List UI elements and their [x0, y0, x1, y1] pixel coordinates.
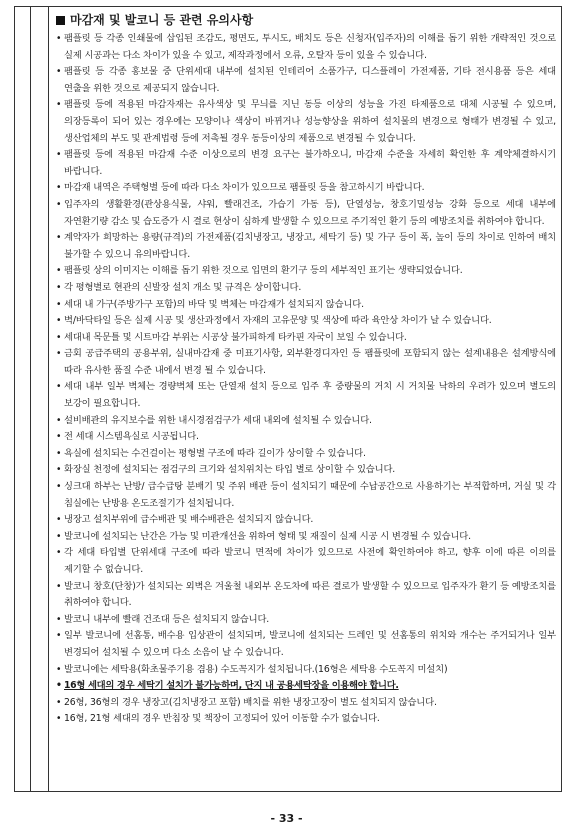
list-item [56, 346, 556, 379]
list-item-text: 세대내 목문틀 및 시트마감 부위는 시공상 불가피하게 타카핀 자국이 보일 수 있습니다. [64, 331, 407, 343]
bullet-icon: • [56, 680, 62, 692]
bullet-icon: • [56, 298, 62, 310]
list-item-text: 입주자의 생활환경(관상용식물, 샤워, 빨래건조, 가습기 가동 등), 단열성능, 창호기밀성능 강화 등으로 세대 내부에 자연환기량 감소 및 습도증가 시 결로 현상이 심하게 발생할 수 있으므로 주기적인 환기 등의 예방조치를 취하여야 합니다. [64, 198, 556, 227]
page-number: - 33 - [270, 812, 303, 825]
list-item-text: 계약자가 희망하는 용량(규격)의 가전제품(김치냉장고, 냉장고, 세탁기 등) 및 가구 등이 폭, 높이 등의 차이로 인하여 배치 불가할 수 있으니 유의바랍니다. [64, 232, 556, 260]
list-item-text: 팸플릿 등 각종 인쇄물에 삽입된 조감도, 평면도, 투시도, 배치도 등은 신청자(입주자)의 이해를 돕기 위한 개략적인 것으로 실제 시공과는 다소 차이가 있을 수 있고, 제작과정에서 오류, 오탈자 등이 있을 수 있습니다. [64, 33, 556, 61]
list-item-text: 16형 세대의 경우 세탁기 설치가 불가능하며, 단지 내 공용세탁장을 이용해야 합니다. [64, 680, 399, 692]
list-item-text: 각 세대 타입별 단위세대 구조에 따라 발코니 면적에 차이가 있으므로 사전에 확인하여야 하고, 향후 이에 따른 이의를 제기할 수 없습니다. [64, 547, 556, 575]
list-item [56, 446, 556, 463]
list-item [56, 230, 556, 263]
list-item [56, 529, 556, 546]
list-item-text: 세대 내부 일부 벽체는 경량벽체 또는 단열재 설치 등으로 입주 후 중량물의 거치 시 거치물 낙하의 우려가 있으며 별도의 보강이 필요합니다. [64, 381, 556, 410]
list-item-text: 16형, 21형 세대의 경우 반침장 및 책장이 고정되어 있어 이동할 수가 없습니다. [64, 713, 380, 725]
list-item-text: 냉장고 설치부위에 급수배관 및 배수배관은 설치되지 않습니다. [64, 514, 314, 526]
bullet-icon: • [56, 381, 62, 393]
list-item [56, 512, 556, 529]
list-item [56, 64, 556, 97]
list-item-text: 각 평형별로 현관의 신발장 설치 개소 및 규격은 상이합니다. [64, 281, 302, 293]
bullet-icon: • [56, 431, 62, 443]
list-item [56, 479, 556, 512]
notice-section [56, 12, 556, 728]
bullet-icon: • [56, 547, 62, 559]
list-item [56, 97, 556, 147]
list-item-text: 팸플릿 등에 적용된 마감재 수준 이상으로의 변경 요구는 불가하오니, 마감재 수준을 자세히 확인한 후 계약체결하시기 바랍니다. [64, 149, 556, 177]
bullet-icon: • [56, 663, 62, 675]
list-item [56, 429, 556, 446]
list-item-text: 팸플릿 등에 적용된 마감자재는 유사색상 및 무늬를 지닌 동등 이상의 성능을 가진 타제품으로 대체 시공될 수 있으며, 의장등록이 되어 있는 경우에는 모양이나 색상이 바뀌거나 성능향상을 위하여 설치물의 변경으로 형태가 변경될 수 있고, 생산업체의 부도 및 관계법령 등에 저촉될 경우 동등이상의 제품으로 변경될 수 있습니다. [64, 99, 556, 144]
list-item [56, 579, 556, 612]
list-item [56, 330, 556, 347]
bullet-icon: • [56, 613, 62, 625]
list-item-text: 금회 공급주택의 공용부위, 실내마감재 중 미표기사항, 외부환경디자인 등 팸플릿에 포함되지 않는 설계내용은 설계방식에 따라 유사한 품질 수준 내에서 변경 될 수 있습니다. [64, 348, 556, 376]
list-item [56, 197, 556, 230]
list-item [56, 711, 556, 728]
bullet-icon: • [56, 182, 62, 194]
bullet-icon: • [56, 514, 62, 526]
list-item [56, 147, 556, 180]
list-item [56, 180, 556, 197]
list-item-text: 팸플릿 등 각종 홍보물 중 단위세대 내부에 설치된 인테리어 소품가구, 디스플레이 가전제품, 기타 전시용품 등은 세대 연출을 위한 것으로 제공되지 않습니다. [64, 66, 556, 94]
bullet-icon: • [56, 530, 62, 542]
bullet-icon: • [56, 315, 62, 327]
bullet-icon: • [56, 447, 62, 459]
list-item-text: 팸플릿 상의 이미지는 이해를 돕기 위한 것으로 입면의 환기구 등의 세부적인 표기는 생략되었습니다. [64, 265, 463, 277]
list-item-text: 설비배관의 유지보수를 위한 내시경점검구가 세대 내외에 설치될 수 있습니다. [64, 414, 372, 426]
bullet-icon: • [56, 348, 62, 360]
list-item-text: 세대 내 가구(주방가구 포함)의 바닥 및 벽체는 마감재가 설치되지 않습니다. [64, 298, 364, 310]
list-item-text: 발코니 창호(단창)가 설치되는 외벽은 겨울철 내외부 온도차에 따른 결로가 발생할 수 있으므로 입주자가 환기 등 예방조치를 취하여야 합니다. [64, 580, 556, 609]
square-bullet-icon [56, 16, 65, 25]
bullet-icon: • [56, 265, 62, 277]
list-item-text: 발코니에는 세탁용(화초물주기용 겸용) 수도꼭지가 설치됩니다.(16형은 세탁용 수도꼭지 미설치) [64, 663, 448, 675]
bullet-icon: • [56, 33, 62, 44]
notice-list [56, 31, 556, 728]
list-item-text: 화장실 천정에 설치되는 점검구의 크기와 설치위치는 타입 별로 상이할 수 있습니다. [64, 464, 396, 476]
column-divider [48, 6, 49, 792]
bullet-icon: • [56, 99, 62, 111]
list-item [56, 31, 556, 64]
list-item [56, 280, 556, 297]
list-item-text: 발코니에 설치되는 난간은 가능 및 미관개선을 위하여 형태 및 재질이 실제 시공 시 변경될 수 있습니다. [64, 530, 471, 542]
section-title: 마감재 및 발코니 등 관련 유의사항 [70, 13, 254, 27]
list-item [56, 628, 556, 661]
list-item-text: 전 세대 시스템욕실로 시공됩니다. [64, 431, 199, 443]
list-item-text: 벽/바닥타일 등은 실제 시공 및 생산과정에서 자재의 고유문양 및 색상에 따라 육안상 차이가 날 수 있습니다. [64, 315, 492, 327]
list-item [56, 662, 556, 679]
bullet-icon: • [56, 66, 62, 78]
list-item [56, 263, 556, 280]
list-item-text: 마감재 내역은 주택형별 등에 따라 다소 차이가 있으므로 팸플릿 등을 참고하시기 바랍니다. [64, 182, 425, 194]
list-item [56, 413, 556, 430]
bullet-icon: • [56, 198, 62, 210]
bullet-icon: • [56, 630, 62, 642]
list-item [56, 612, 556, 629]
list-item [56, 545, 556, 578]
list-item-text: 욕실에 설치되는 수건걸이는 평형별 구조에 따라 길이가 상이할 수 있습니다. [64, 447, 366, 459]
bullet-icon: • [56, 331, 62, 343]
bullet-icon: • [56, 464, 62, 476]
list-item-text: 일부 발코니에 선홈통, 배수용 입상관이 설치되며, 발코니에 설치되는 드레인 및 선홈통의 위치와 개수는 주거되거나 일부 변경되어 설치될 수 있으며 다소 소음이 날 수 있습니다. [64, 630, 556, 658]
bullet-icon: • [56, 580, 62, 592]
list-item [56, 313, 556, 330]
bullet-icon: • [56, 232, 62, 244]
list-item-text: 발코니 내부에 빨래 건조대 등은 설치되지 않습니다. [64, 613, 270, 625]
bullet-icon: • [56, 414, 62, 426]
column-divider [30, 6, 31, 792]
bullet-icon: • [56, 713, 62, 725]
bullet-icon: • [56, 481, 62, 493]
list-item [56, 462, 556, 479]
list-item-text: 26형, 36형의 경우 냉장고(김치냉장고 포함) 배치를 위한 냉장고장이 별도 설치되지 않습니다. [64, 696, 437, 708]
list-item [56, 678, 556, 695]
section-heading [56, 12, 556, 29]
list-item-text: 싱크대 하부는 난방/ 급수급탕 분배기 및 주위 배관 등이 설치되기 때문에 수납공간으로 사용하기는 부적합하며, 거실 및 각 침실에는 난방용 온도조절기가 설치됩니다. [64, 481, 556, 509]
list-item [56, 297, 556, 314]
list-item [56, 695, 556, 712]
list-item [56, 379, 556, 412]
bullet-icon: • [56, 149, 62, 161]
bullet-icon: • [56, 281, 62, 293]
bullet-icon: • [56, 696, 62, 708]
